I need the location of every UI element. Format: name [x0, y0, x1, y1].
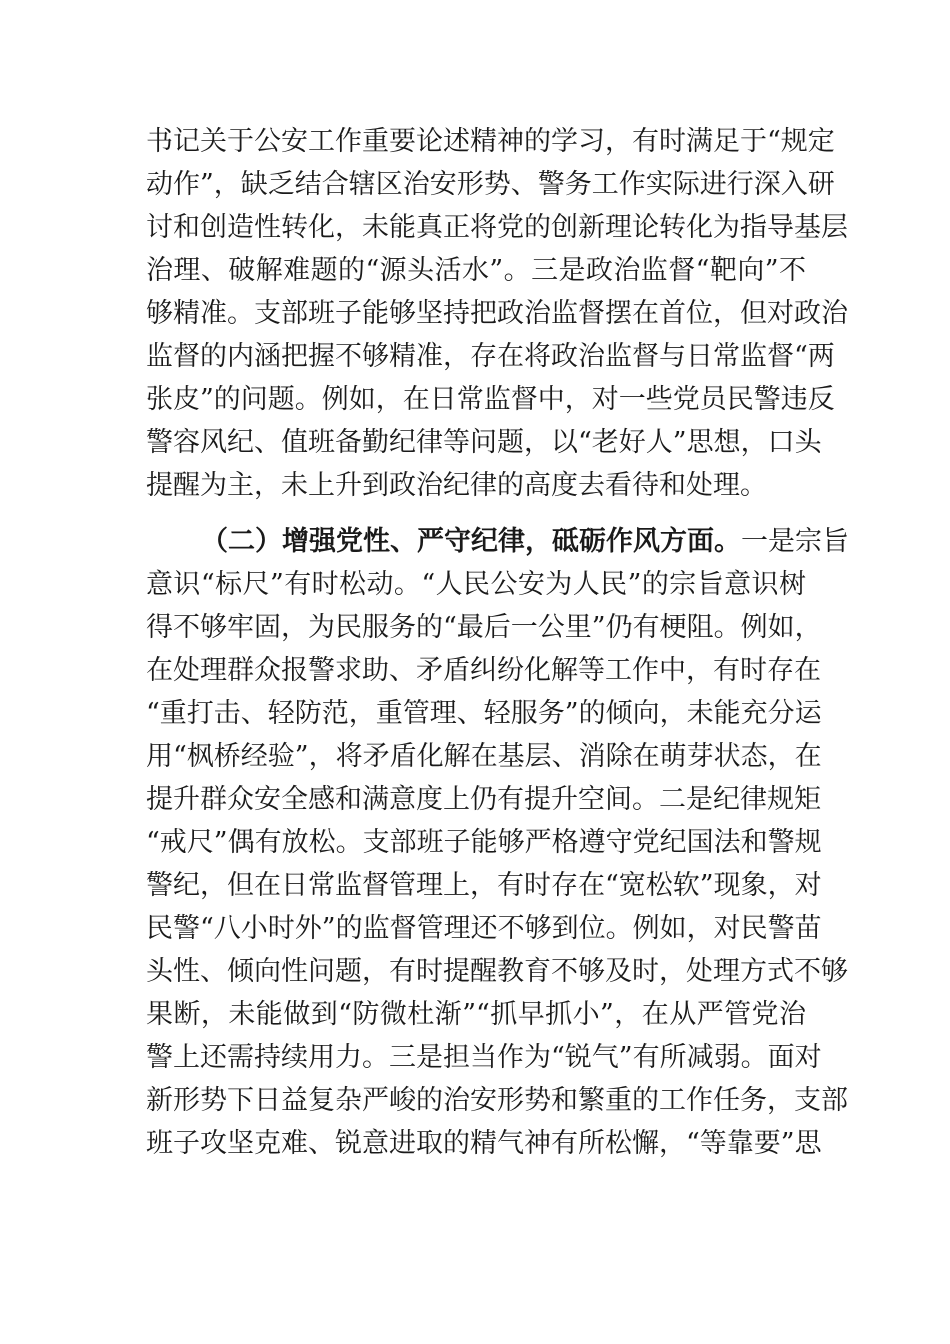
paragraph-line: 动作”，缺乏结合辖区治安形势、警务工作实际进行深入研 [146, 169, 835, 200]
section-heading-rest: 一是宗旨 [741, 526, 849, 557]
paragraph-line: 治理、破解难题的“源头活水”。三是政治监督“靶向”不 [146, 255, 806, 286]
paragraph-line: 新形势下日益复杂严峻的治安形势和繁重的工作任务，支部 [146, 1085, 848, 1116]
paragraph-line: 班子攻坚克难、锐意进取的精气神有所松懈，“等靠要”思 [146, 1128, 822, 1159]
paragraph-line: 在处理群众报警求助、矛盾纠纷化解等工作中，有时存在 [146, 655, 821, 686]
paragraph-line: 讨和创造性转化，未能真正将党的创新理论转化为指导基层 [146, 212, 848, 243]
paragraph-line: 警上还需持续用力。三是担当作为“锐气”有所减弱。面对 [146, 1042, 822, 1073]
section-heading-line [201, 525, 849, 559]
paragraph-line: 果断，未能做到“防微杜渐”“抓早抓小”，在从严管党治 [146, 999, 806, 1030]
paragraph-line: 意识“标尺”有时松动。“人民公安为人民”的宗旨意识树 [146, 569, 806, 600]
section-heading: （二）增强党性、严守纪律，砥砺作风方面。 [201, 526, 741, 557]
paragraph-line: 得不够牢固，为民服务的“最后一公里”仍有梗阻。例如， [146, 612, 822, 643]
paragraph-line: 书记关于公安工作重要论述精神的学习，有时满足于“规定 [146, 126, 835, 157]
paragraph-line: 提醒为主，未上升到政治纪律的高度去看待和处理。 [146, 470, 767, 501]
paragraph-line: 头性、倾向性问题，有时提醒教育不够及时，处理方式不够 [146, 956, 848, 987]
paragraph-line: 警纪，但在日常监督管理上，有时存在“宽松软”现象，对 [146, 870, 822, 901]
paragraph-line: 张皮”的问题。例如，在日常监督中，对一些党员民警违反 [146, 384, 835, 415]
paragraph-line: 用“枫桥经验”，将矛盾化解在基层、消除在萌芽状态，在 [146, 741, 822, 772]
paragraph-line: “重打击、轻防范，重管理、轻服务”的倾向，未能充分运 [146, 698, 822, 729]
paragraph-line: “戒尺”偶有放松。支部班子能够严格遵守党纪国法和警规 [146, 827, 822, 858]
paragraph-line: 提升群众安全感和满意度上仍有提升空间。二是纪律规矩 [146, 784, 821, 815]
paragraph-line: 监督的内涵把握不够精准，存在将政治监督与日常监督“两 [146, 341, 835, 372]
paragraph-line: 警容风纪、值班备勤纪律等问题，以“老好人”思想，口头 [146, 427, 822, 458]
paragraph-line: 够精准。支部班子能够坚持把政治监督摆在首位，但对政治 [146, 298, 848, 329]
paragraph-line: 民警“八小时外”的监督管理还不够到位。例如，对民警苗 [146, 913, 822, 944]
